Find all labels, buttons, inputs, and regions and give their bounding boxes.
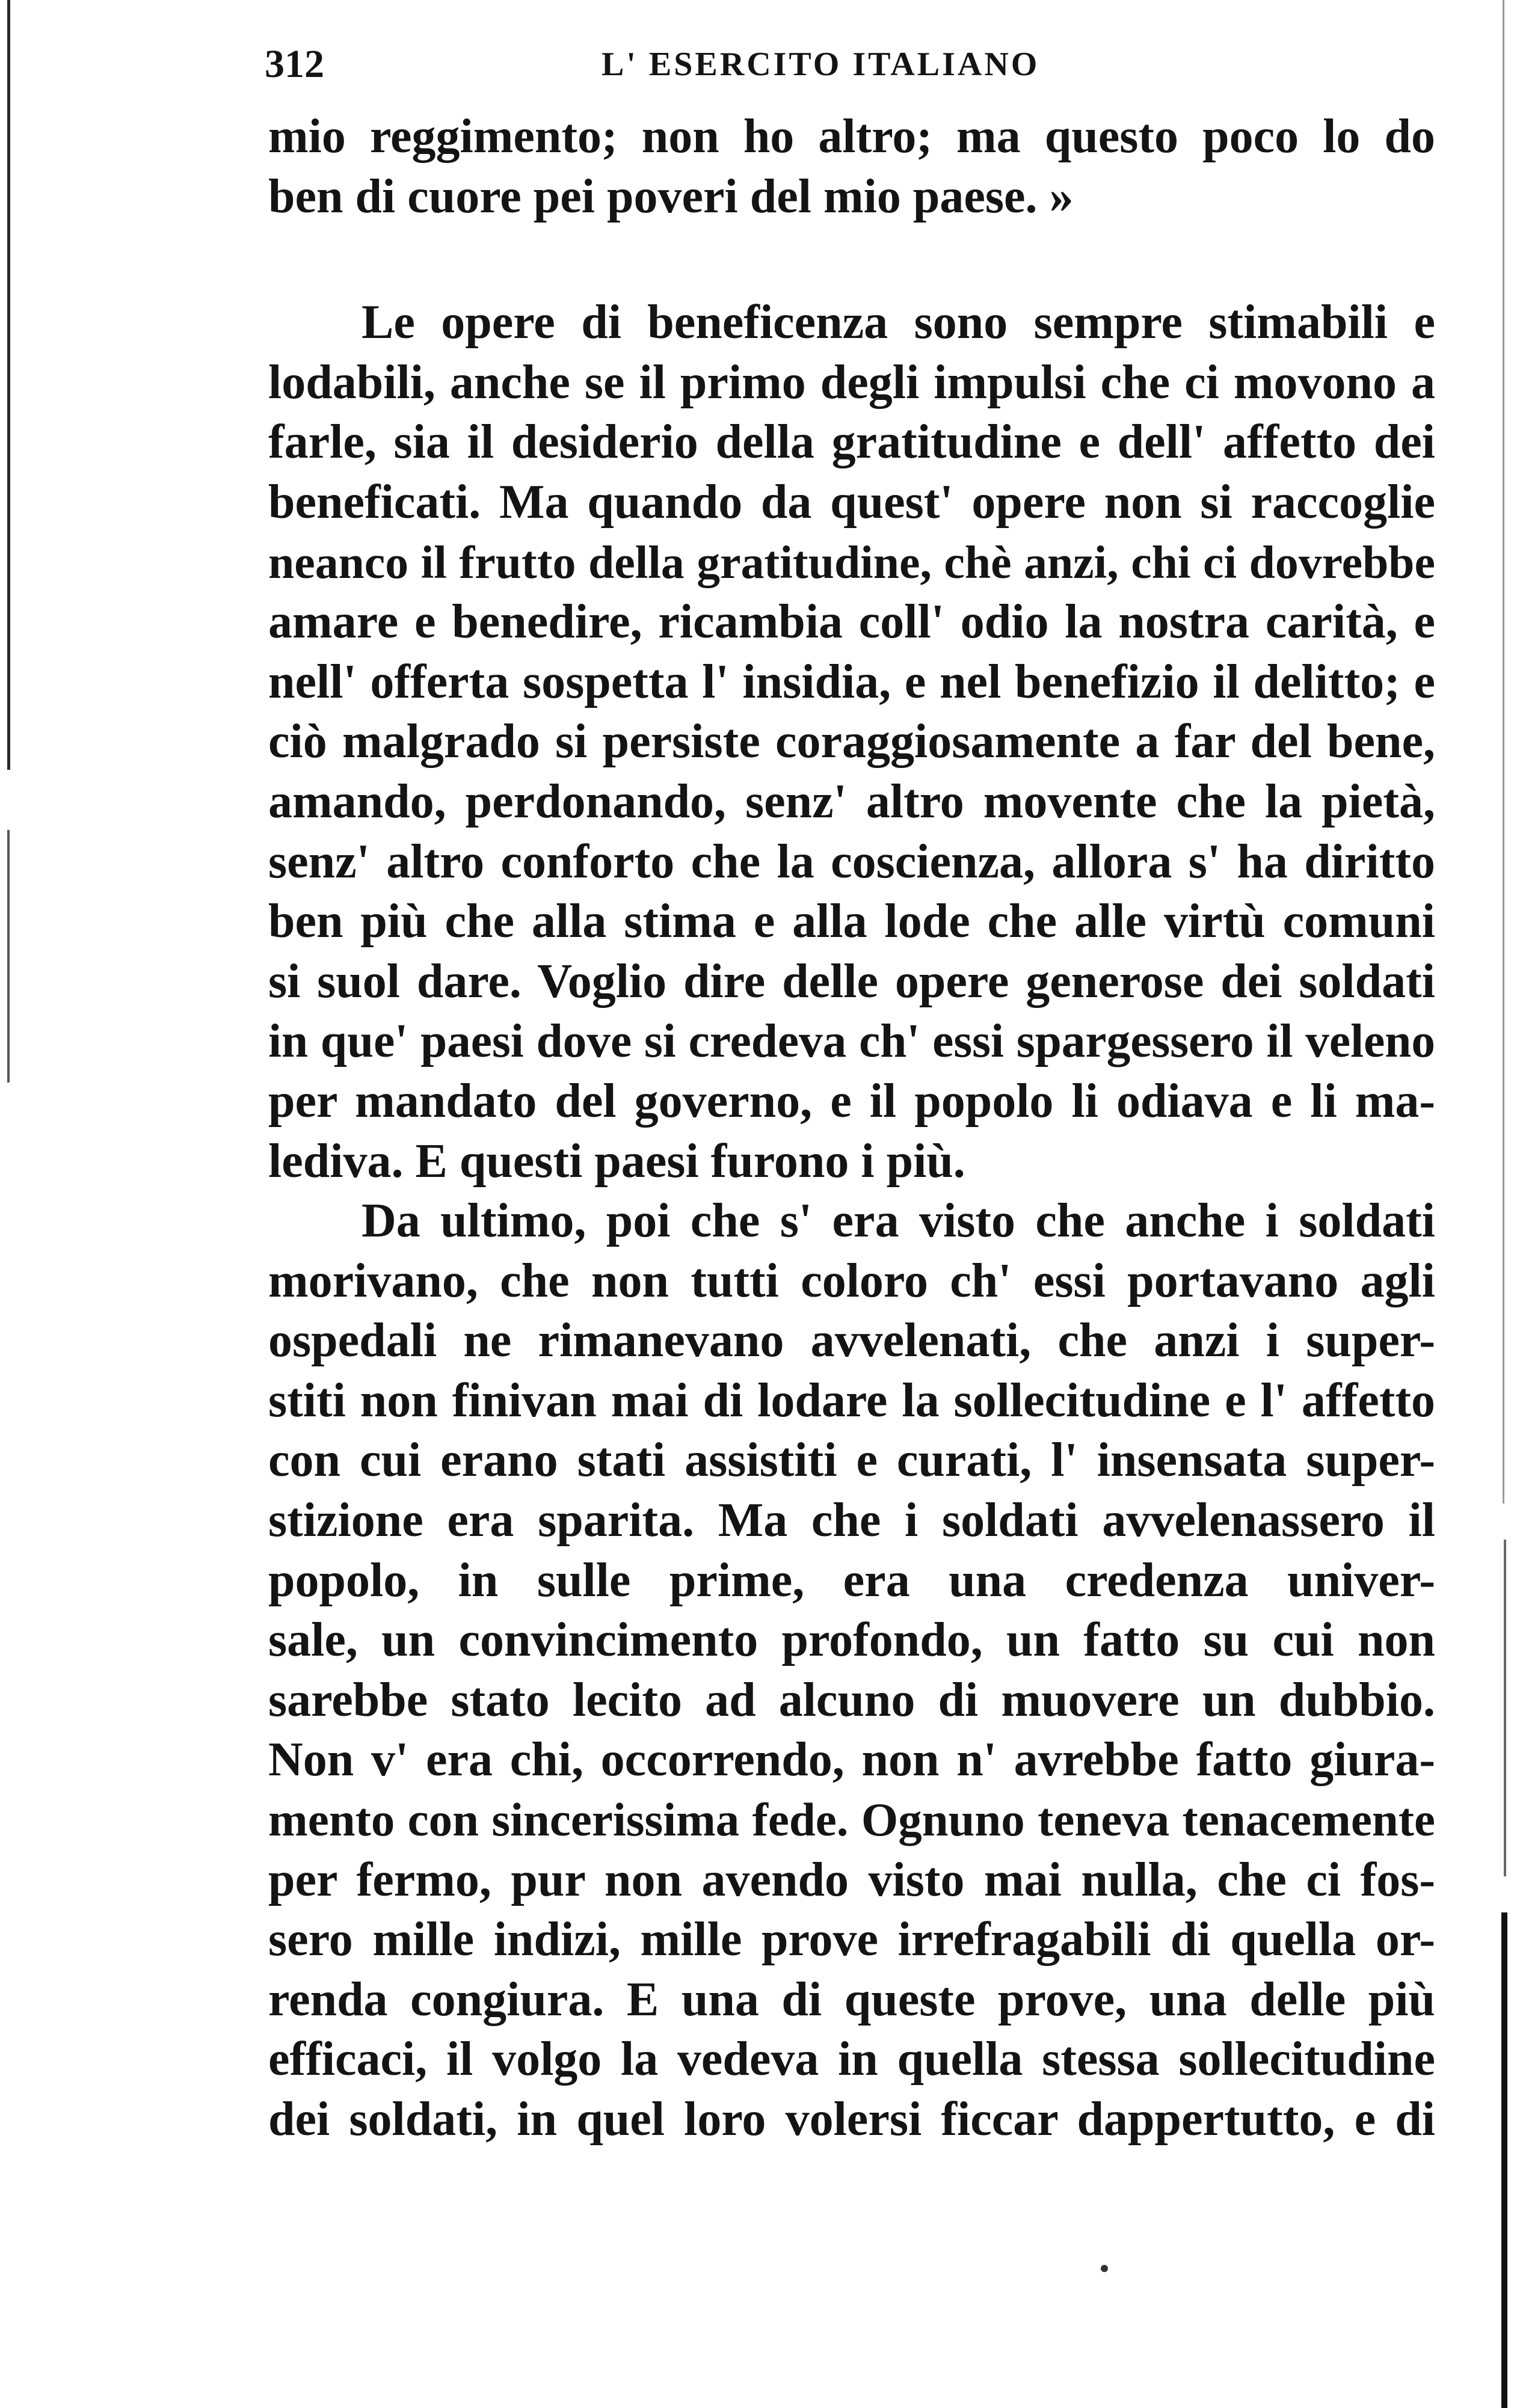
- text-line: nell' offerta sospetta l' insidia, e nel benefizio il delitto; e: [268, 655, 1435, 708]
- scan-edge-left: [7, 0, 10, 770]
- text-line: sarebbe stato lecito ad alcuno di muovere un dubbio.: [268, 1673, 1435, 1727]
- scan-edge-right-lower: [1501, 1912, 1507, 2408]
- scan-edge-left-lower: [7, 830, 10, 1083]
- text-line: con cui erano stati assistiti e curati, l' insensata super-: [268, 1434, 1435, 1487]
- text-line: stiti non finivan mai di lodare la sollecitudine e l' affetto: [268, 1374, 1435, 1427]
- text-line: per mandato del governo, e il popolo li odiava e li ma-: [268, 1074, 1435, 1128]
- text-line: in que' paesi dove si credeva ch' essi spargessero il veleno: [268, 1015, 1435, 1068]
- text-line: morivano, che non tutti coloro ch' essi portavano agli: [268, 1254, 1435, 1307]
- text-line: per fermo, pur non avendo visto mai nulla, che ci fos-: [268, 1853, 1435, 1906]
- running-head: L' ESERCITO ITALIANO: [602, 46, 1040, 83]
- text-line: amando, perdonando, senz' altro movente che la pietà,: [268, 775, 1435, 828]
- page-header: [265, 37, 1420, 91]
- text-line: renda congiura. E una di queste prove, una delle più: [268, 1973, 1435, 2026]
- text-line: sale, un convincimento profondo, un fatto su cui non: [268, 1614, 1435, 1667]
- text-line: mento con sincerissima fede. Ognuno teneva tenacemente: [268, 1794, 1435, 1847]
- text-line: ospedali ne rimanevano avvelenati, che anzi i super-: [268, 1314, 1435, 1368]
- scan-speck: [1101, 2265, 1108, 2272]
- text-line: neanco il frutto della gratitudine, chè anzi, chi ci dovrebbe: [268, 536, 1435, 588]
- text-line: Le opere di beneficenza sono sempre stimabili e: [362, 296, 1435, 349]
- text-line: farle, sia il desiderio della gratitudine e dell' affetto dei: [268, 416, 1435, 469]
- text-line: Non v' era chi, occorrendo, non n' avrebbe fatto giura-: [268, 1733, 1435, 1787]
- text-line: si suol dare. Voglio dire delle opere generose dei soldati: [268, 954, 1435, 1008]
- body-text: [268, 107, 1435, 2150]
- text-line: sero mille indizi, mille prove irrefragabili di quella or-: [268, 1913, 1435, 1967]
- text-line: stizione era sparita. Ma che i soldati avvelenassero il: [268, 1494, 1435, 1547]
- text-line: mio reggimento; non ho altro; ma questo poco lo do: [268, 110, 1435, 163]
- page-number: 312: [265, 42, 324, 86]
- paragraph-gap: [268, 227, 1435, 293]
- text-line: ben più che alla stima e alla lode che alle virtù comuni: [268, 895, 1435, 948]
- text-line: Da ultimo, poi che s' era visto che anche i soldati: [362, 1194, 1435, 1248]
- text-line: dei soldati, in quel loro volersi ficcar dappertutto, e di: [268, 2093, 1435, 2146]
- scan-edge-right: [1503, 0, 1504, 1503]
- text-line: beneficati. Ma quando da quest' opere non si raccoglie: [268, 475, 1435, 529]
- scan-edge-right-middle: [1504, 1540, 1506, 1876]
- text-line: amare e benedire, ricambia coll' odio la nostra carità, e: [268, 595, 1435, 649]
- text-line: ciò malgrado si persiste coraggiosamente a far del bene,: [268, 715, 1435, 769]
- text-line: lodabili, anche se il primo degli impulsi che ci movono a: [268, 355, 1435, 409]
- text-line: efficaci, il volgo la vedeva in quella stessa sollecitudine: [268, 2033, 1435, 2086]
- text-line: ben di cuore pei poveri del mio paese. »: [268, 170, 1074, 223]
- text-line: senz' altro conforto che la coscienza, allora s' ha diritto: [268, 835, 1435, 888]
- text-line: popolo, in sulle prime, era una credenza univer-: [268, 1553, 1435, 1607]
- text-line: lediva. E questi paesi furono i più.: [268, 1134, 965, 1188]
